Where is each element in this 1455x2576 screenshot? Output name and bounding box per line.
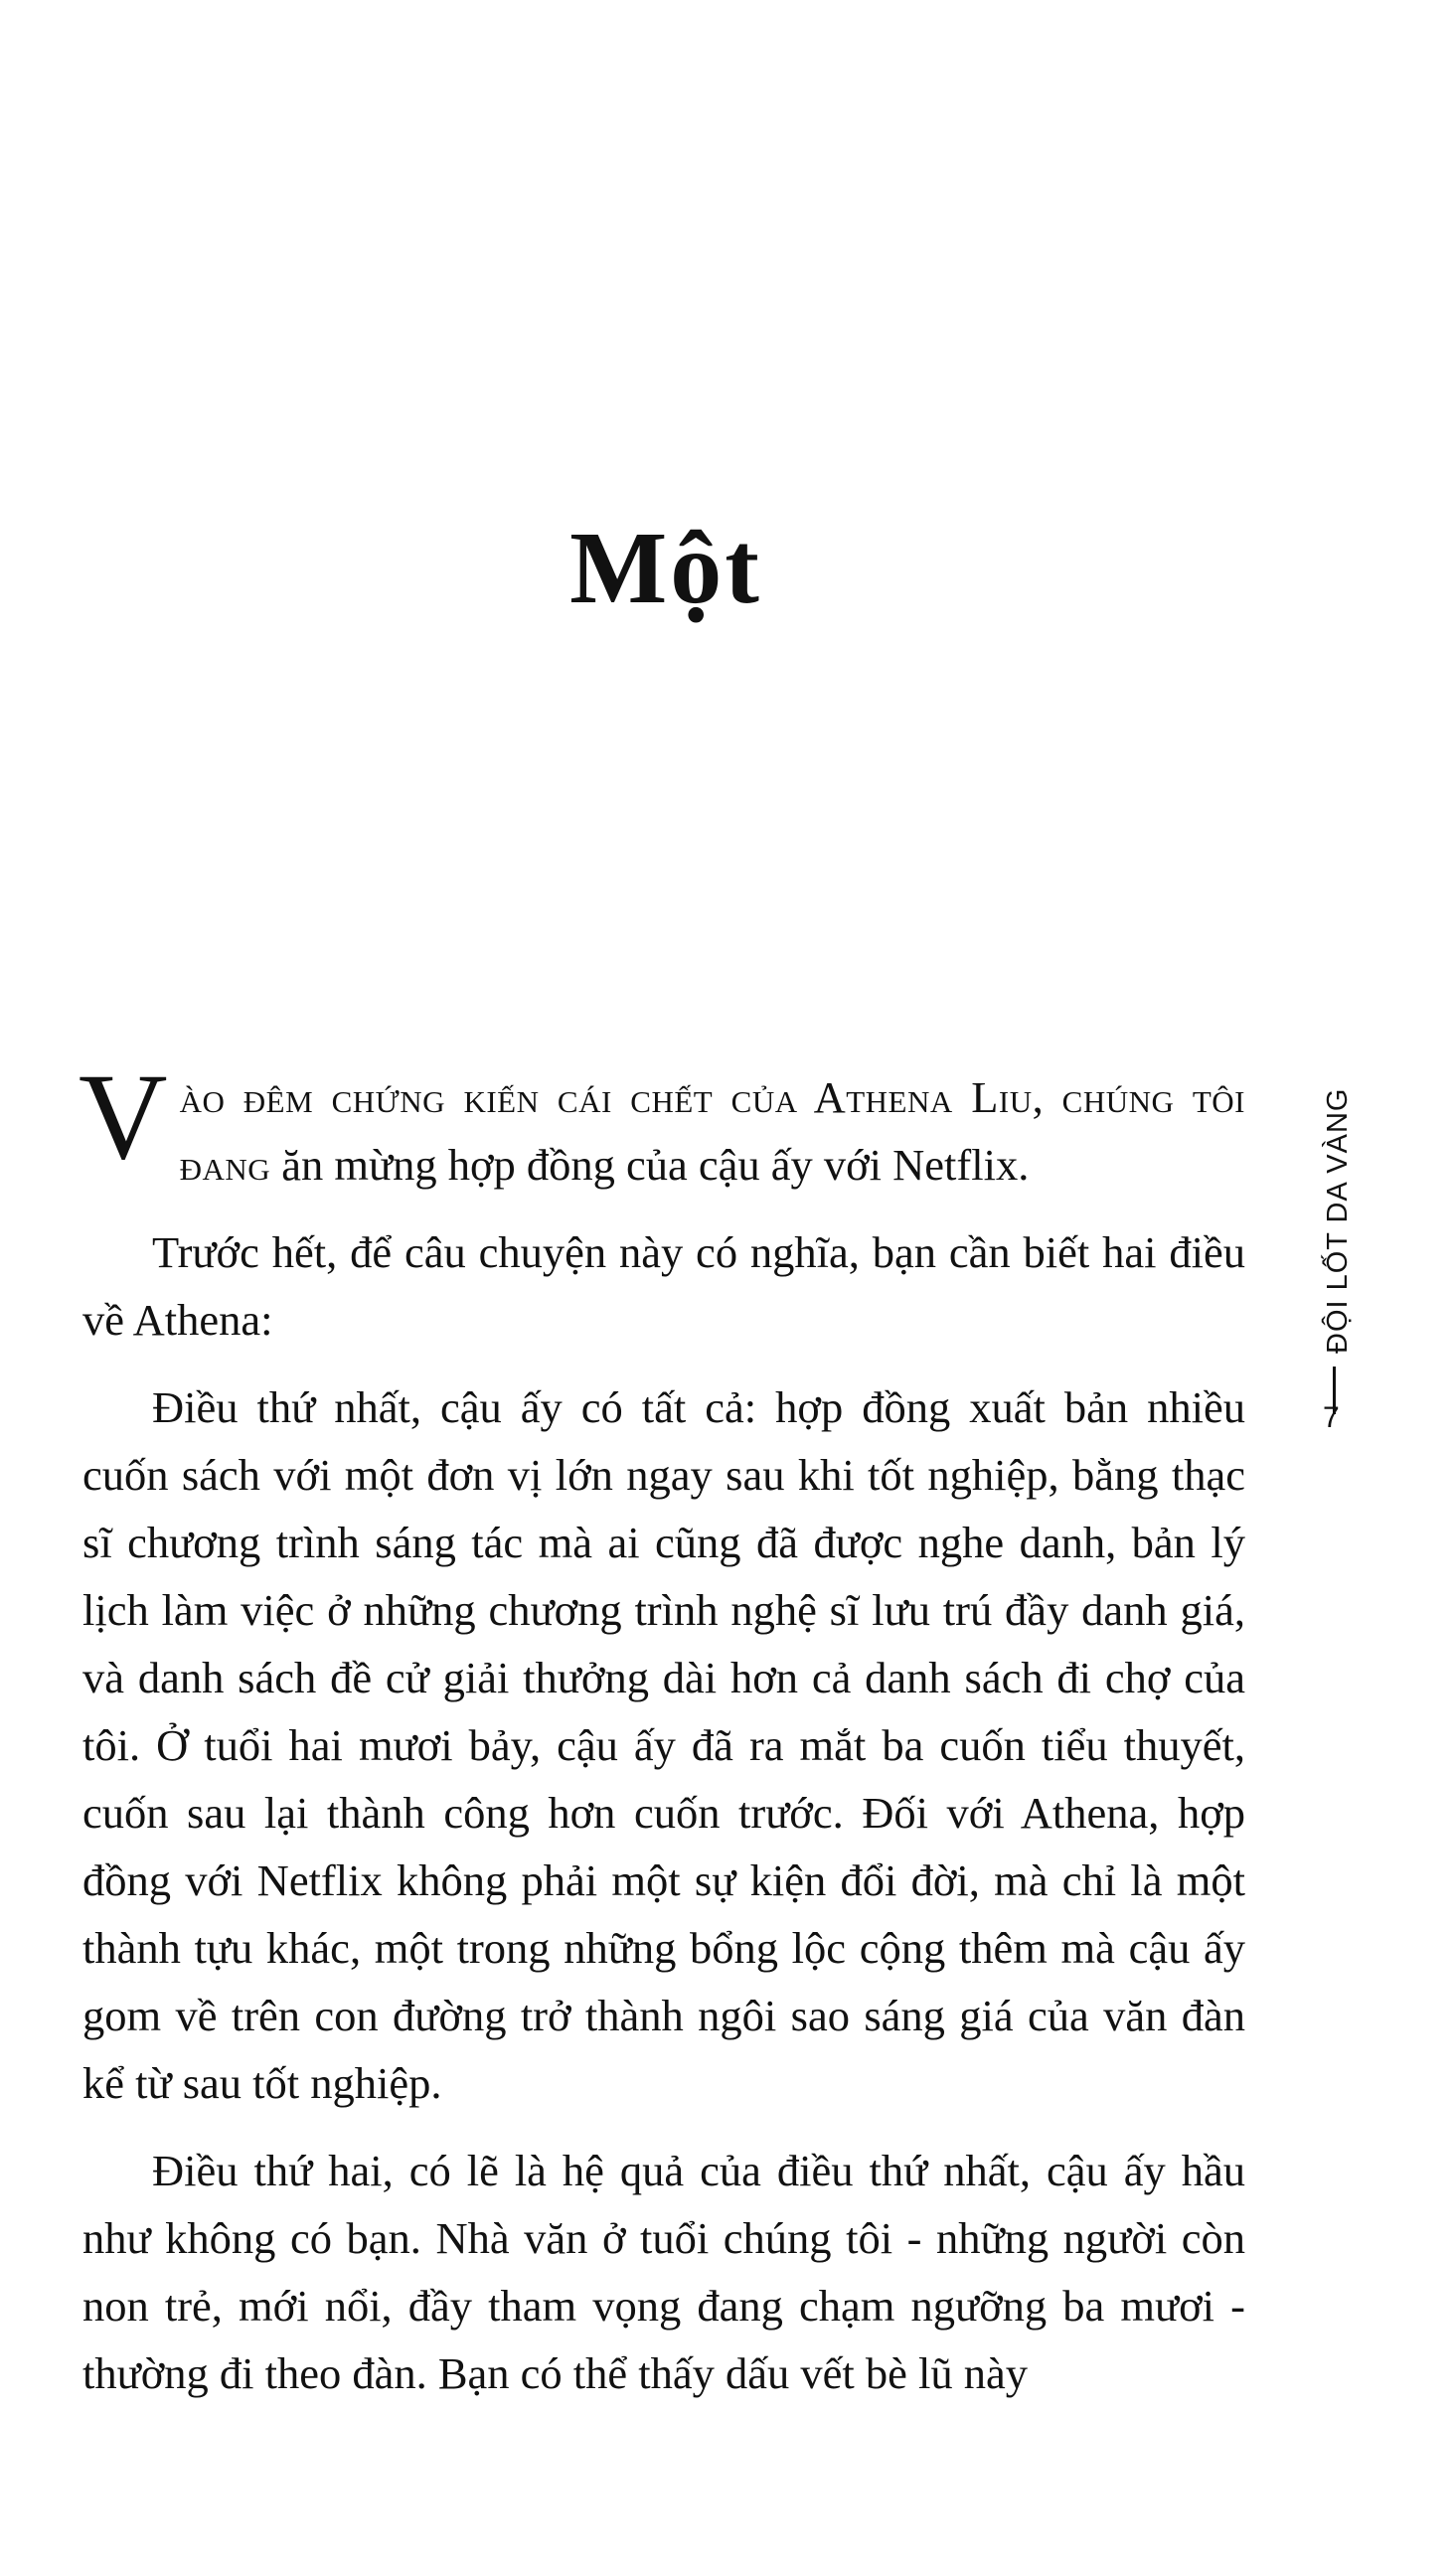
paragraph-2: Trước hết, để câu chuyện này có nghĩa, bạn cần biết hai điều về Athena: xyxy=(82,1227,1245,1345)
paragraph-1 xyxy=(79,1048,1245,1199)
paragraph-3: Điều thứ nhất, cậu ấy có tất cả: hợp đồng xuất bản nhiều cuốn sách với một đơn vị lớn ngay sau khi tốt nghiệp, bằng thạc sĩ chương trình sáng tác mà ai cũng đã được nghe danh, bản lý lịch làm việc ở những chương trình nghệ sĩ lưu trú đầy danh giá, và danh sách đề cử giải thưởng dài hơn cả danh sách đi chợ của tôi. Ở tuổi hai mươi bảy, cậu ấy đã ra mắt ba cuốn tiểu thuyết, cuốn sau lại thành công hơn cuốn trước. Đối với Athena, hợp đồng với Netflix không phải một sự kiện đổi đời, mà chỉ là một thành tựu khác, một trong những bổng lộc cộng thêm mà cậu ấy gom về trên con đường trở thành ngôi sao sáng giá của văn đàn kể từ sau tốt nghiệp. xyxy=(82,1382,1245,2108)
running-head: ĐỘI LỐT DA VÀNG xyxy=(1322,1087,1354,1354)
drop-cap: V xyxy=(79,1048,168,1185)
chapter-title: Một xyxy=(569,511,762,625)
paragraph-1-rest: ăn mừng hợp đồng của cậu ấy với Netflix. xyxy=(270,1140,1030,1190)
chapter-body xyxy=(79,1048,1245,2427)
opening-smallcaps: ào đêm chứng kiến cái chết của Athena Liu, chúng tôi đang xyxy=(179,1072,1245,1190)
paragraph-4: Điều thứ hai, có lẽ là hệ quả của điều thứ nhất, cậu ấy hầu như không có bạn. Nhà văn ở tuổi chúng tôi - những người còn non trẻ, mới nổi, đầy tham vọng đang chạm ngưỡng ba mươi - thường đi theo đàn. Bạn có thể thấy dấu vết bè lũ này xyxy=(82,2146,1245,2398)
page-number: 7 xyxy=(1323,1401,1340,1434)
